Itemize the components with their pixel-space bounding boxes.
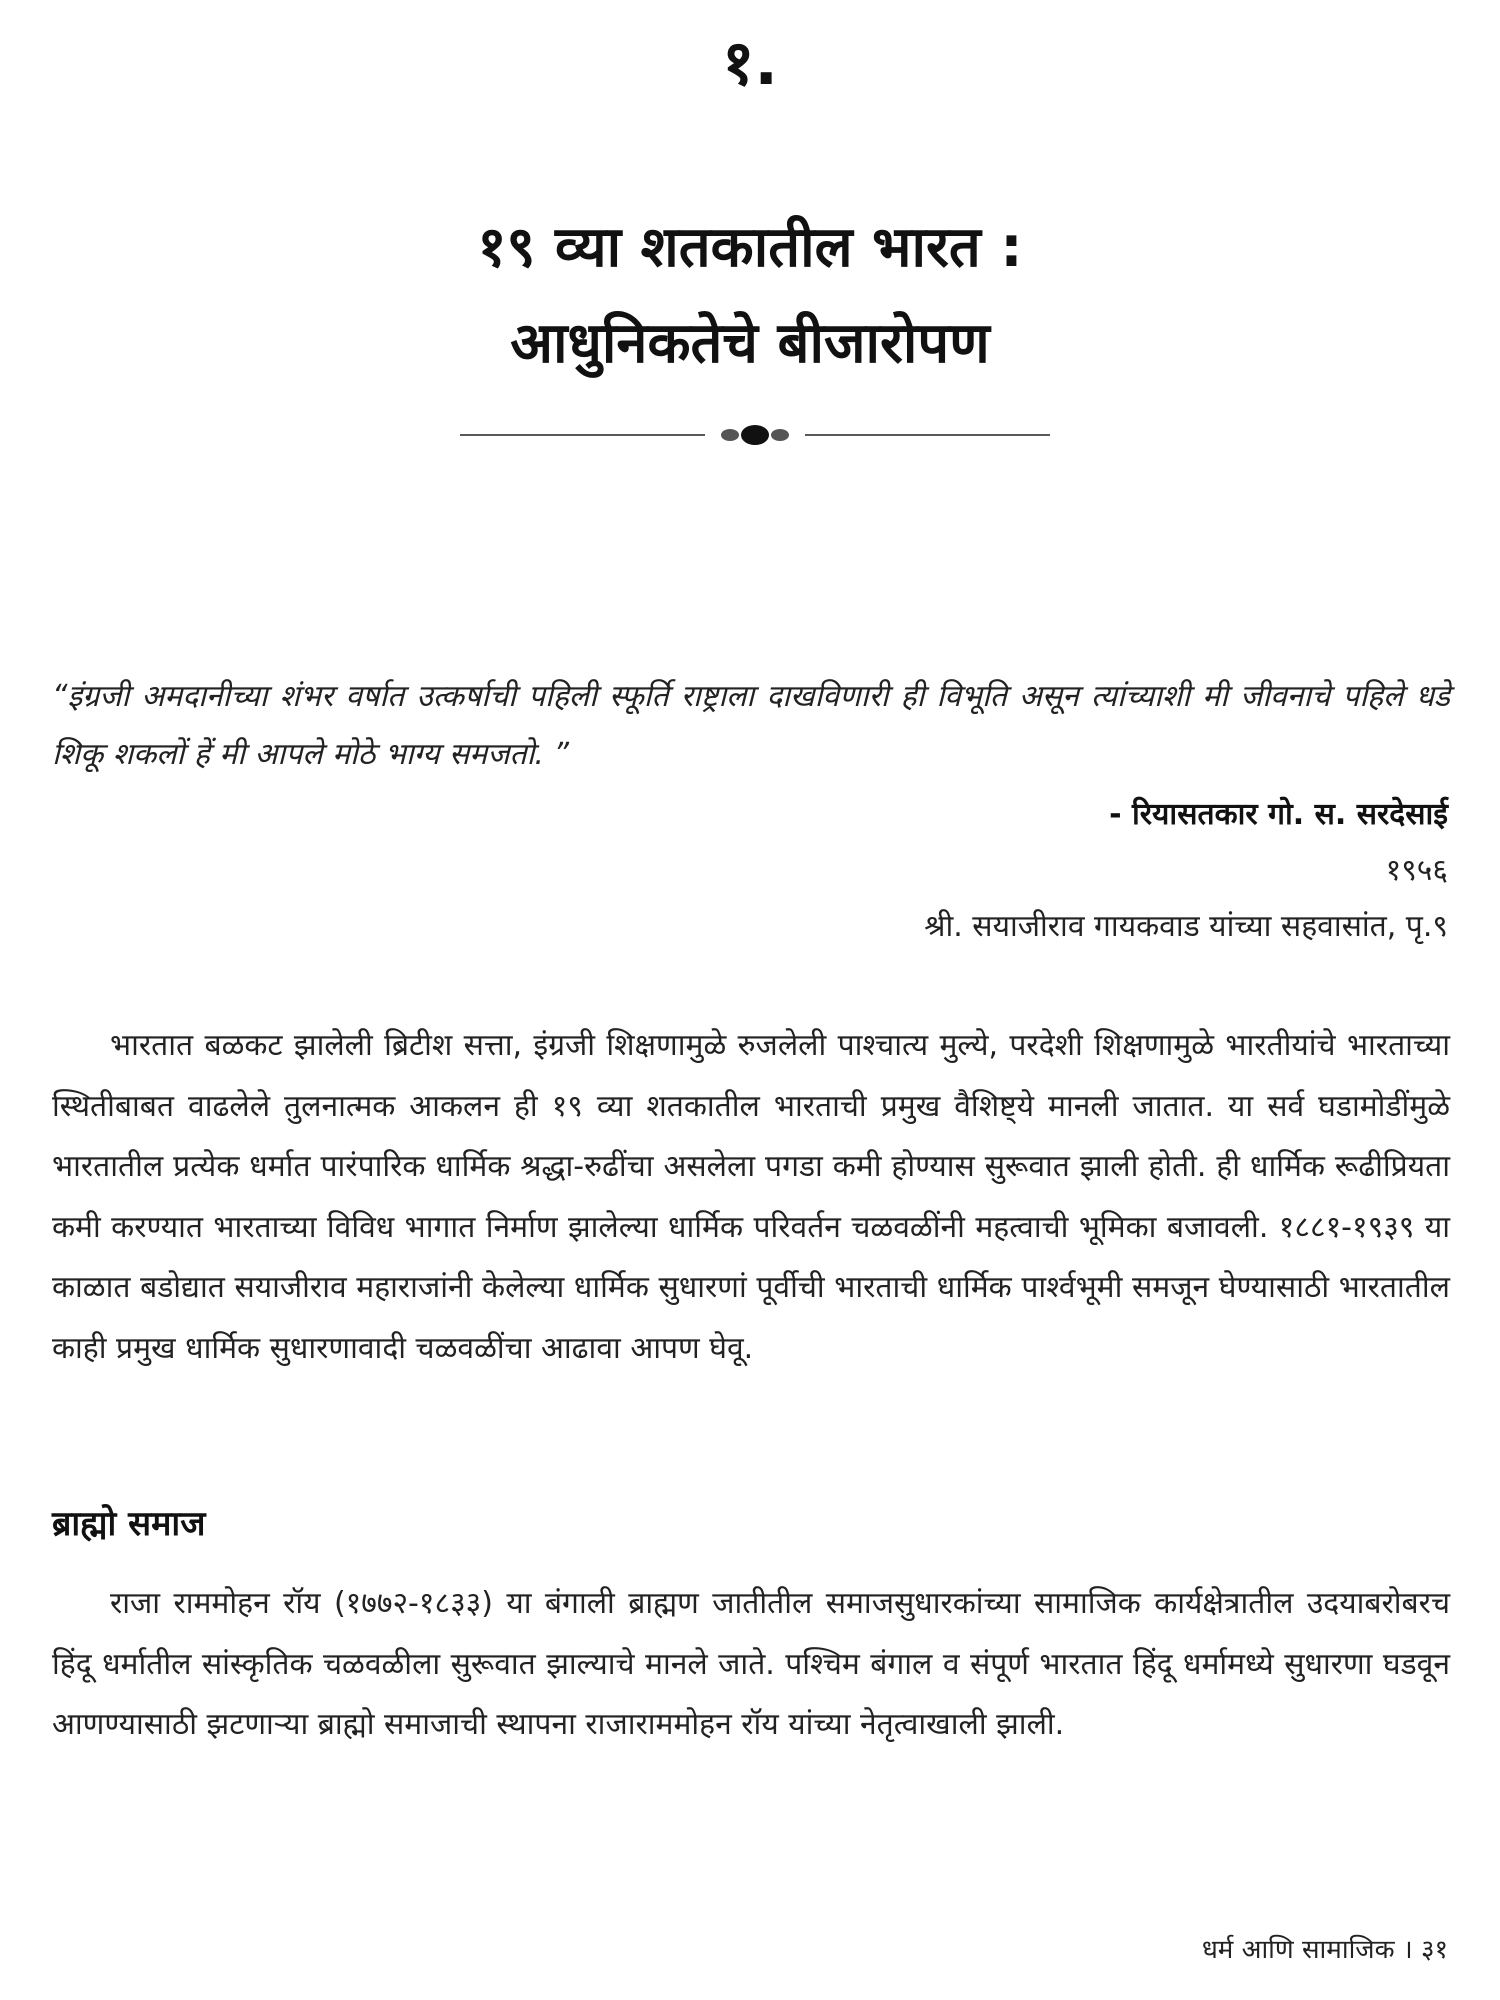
ornament-dot-right: [771, 429, 789, 441]
ornament-dot-center: [741, 425, 769, 445]
section-heading: ब्राह्मो समाज: [52, 1504, 206, 1544]
chapter-title: [150, 200, 1350, 392]
epigraph-author: - रियासतकार गो. स. सरदेसाई: [1109, 797, 1448, 832]
chapter-number: १.: [722, 26, 778, 99]
ornament-dot-left: [721, 429, 739, 441]
page-footer: धर्म आणि सामाजिक । ३१: [1201, 1935, 1448, 1965]
chapter-title-line-2: आधुनिकतेचे बीजारोपण: [510, 311, 990, 376]
chapter-title-line-1: १९ व्या शतकातील भारत :: [477, 215, 1023, 280]
ornament-divider: [460, 420, 1050, 450]
body-paragraph-2: राजा राममोहन रॉय (१७७२-१८३३) या बंगाली ब्राह्मण जातीतील समाजसुधारकांच्या सामाजिक कार्यक्षेत्रातील उदयाबरोबरच हिंदू धर्मातील सांस्कृतिक चळवळीला सुरूवात झाल्याचे मानले जाते. पश्चिम बंगाल व संपूर्ण भारतात हिंदू धर्मामध्ये सुधारणा घडवून आणण्यासाठी झटणाऱ्या ब्राह्मो समाजाची स्थापना राजाराममोहन रॉय यांच्या नेतृत्वाखाली झाली.: [52, 1586, 1450, 1742]
epigraph-quote: “इंग्रजी अमदानीच्या शंभर वर्षात उत्कर्षाची पहिली स्फूर्ति राष्ट्राला दाखविणारी ही विभूति असून त्यांच्याशी मी जीवनाचे पहिले धडे शिकू शकलों हें मी आपले मोठे भाग्य समजतो. ”: [52, 679, 1450, 772]
epigraph-source: श्री. सयाजीराव गायकवाड यांच्या सहवासांत, पृ.९: [924, 909, 1448, 944]
epigraph-year: १९५६: [1385, 853, 1448, 888]
body-paragraph-1: भारतात बळकट झालेली ब्रिटीश सत्ता, इंग्रजी शिक्षणामुळे रुजलेली पाश्चात्य मुल्ये, परदेशी शिक्षणामुळे भारतीयांचे भारताच्या स्थितीबाबत वाढलेले तुलनात्मक आकलन ही १९ व्या शतकातील भारताची प्रमुख वैशिष्ट्ये मानली जातात. या सर्व घडामोडींमुळे भारतातील प्रत्येक धर्मात पारंपारिक धार्मिक श्रद्धा-रुढींचा असलेला पगडा कमी होण्यास सुरूवात झाली होती. ही धार्मिक रूढीप्रियता कमी करण्यात भारताच्या विविध भागात निर्माण झालेल्या धार्मिक परिवर्तन चळवळींनी महत्वाची भूमिका बजावली. १८८१-१९३९ या काळात बडोद्यात सयाजीराव महाराजांनी केलेल्या धार्मिक सुधारणां पूर्वीची भारताची धार्मिक पार्श्वभूमी समजून घेण्यासाठी भारतातील काही प्रमुख धार्मिक सुधारणावादी चळवळींचा आढावा आपण घेवू.: [52, 1028, 1450, 1366]
